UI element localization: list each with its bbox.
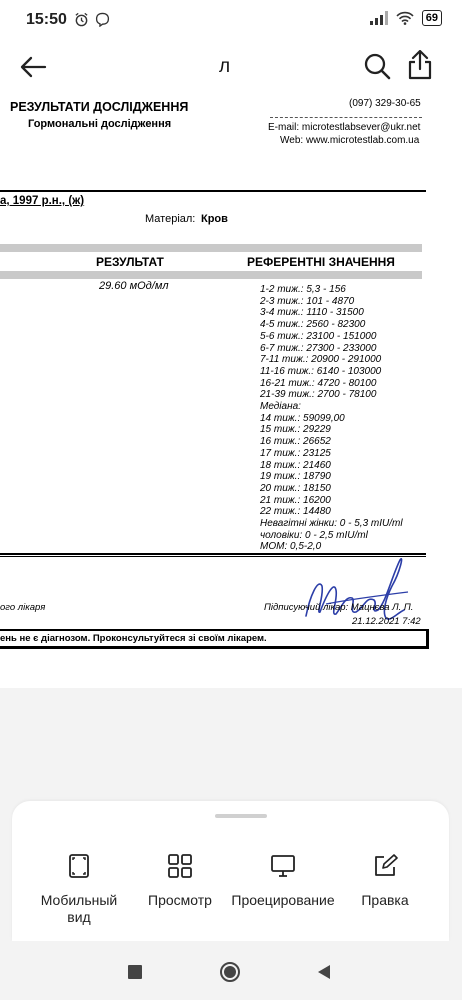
cast-screen-icon <box>270 853 296 879</box>
lab-email: E-mail: microtestlabsever@ukr.net <box>268 122 421 133</box>
bottom-action-sheet <box>12 801 449 941</box>
share-icon[interactable] <box>406 50 434 80</box>
viewer-background <box>0 688 462 801</box>
reference-line: 16 тиж.: 26652 <box>260 436 331 448</box>
reference-line: 18 тиж.: 21460 <box>260 459 331 471</box>
wifi-icon <box>396 11 414 25</box>
header-divider <box>270 117 422 118</box>
reference-line: 17 тиж.: 23125 <box>260 447 331 459</box>
reference-line: 4-5 тиж.: 2560 - 82300 <box>260 319 366 331</box>
column-reference: РЕФЕРЕНТНІ ЗНАЧЕННЯ <box>247 255 395 269</box>
disclaimer-rule-bottom <box>0 646 428 649</box>
reference-line: 6-7 тиж.: 27300 - 233000 <box>260 342 377 354</box>
result-value: 29.60 мОд/мл <box>99 280 169 292</box>
system-navigation-bar <box>0 941 462 1000</box>
signal-icon <box>370 11 388 25</box>
reference-line: 19 тиж.: 18790 <box>260 471 331 483</box>
mobile-view-label-2: вид <box>67 909 91 925</box>
table-header-bar-top <box>0 244 422 252</box>
reference-line: 15 тиж.: 29229 <box>260 424 331 436</box>
reference-line: 22 тиж.: 14480 <box>260 506 331 518</box>
reference-line: МОМ: 0,5-2,0 <box>260 541 322 553</box>
reference-line: 14 тиж.: 59099,00 <box>260 412 345 424</box>
status-time: 15:50 <box>26 11 67 28</box>
status-icons <box>370 10 442 26</box>
edit-button[interactable] <box>350 853 420 909</box>
preview-button[interactable] <box>140 853 220 909</box>
doctor-label: ого лікаря <box>0 602 46 613</box>
sheet-drag-handle[interactable] <box>215 814 267 818</box>
cast-label: Проецирование <box>231 892 335 908</box>
recent-apps-icon[interactable] <box>128 965 142 979</box>
app-bar <box>0 40 462 94</box>
reference-line: 1-2 тиж.: 5,3 - 156 <box>260 284 346 295</box>
viber-icon <box>95 12 110 27</box>
signed-date: 21.12.2021 7:42 <box>352 616 421 627</box>
battery-indicator: 69 <box>422 10 442 26</box>
table-header-bar-bottom <box>0 271 422 279</box>
reference-line: 5-6 тиж.: 23100 - 151000 <box>260 330 377 342</box>
search-icon[interactable] <box>363 52 391 80</box>
reference-line: Невагітні жінки: 0 - 5,3 mIU/ml <box>260 518 403 530</box>
column-result: РЕЗУЛЬТАТ <box>96 255 164 269</box>
disclaimer-rule-top <box>0 629 428 631</box>
reference-values <box>260 284 403 553</box>
report-title: РЕЗУЛЬТАТИ ДОСЛІДЖЕННЯ <box>10 100 189 114</box>
patient-info: а, 1997 р.н., (ж) <box>0 195 85 207</box>
mobile-view-icon <box>66 853 92 879</box>
reference-line: 16-21 тиж.: 4720 - 80100 <box>260 377 377 389</box>
grid-view-icon <box>167 853 193 879</box>
reference-line: 2-3 тиж.: 101 - 4870 <box>260 295 355 307</box>
disclaimer-rule-right <box>426 629 429 649</box>
document-page <box>0 94 462 688</box>
reference-line: 11-16 тиж.: 6140 - 103000 <box>260 365 382 377</box>
reference-line: 20 тиж.: 18150 <box>260 482 331 494</box>
lab-phone: (097) 329-30-65 <box>349 98 421 109</box>
back-arrow-icon[interactable] <box>18 52 48 82</box>
preview-label: Просмотр <box>148 892 212 908</box>
section-rule <box>0 190 426 192</box>
cast-button[interactable] <box>228 853 338 909</box>
edit-label: Правка <box>361 892 409 908</box>
reference-line: чоловіки: 0 - 2,5 mIU/ml <box>260 529 368 541</box>
material-label: Матеріал: <box>145 213 196 225</box>
mobile-view-label: Мобильный <box>40 892 118 908</box>
home-icon[interactable] <box>219 961 241 983</box>
reference-line: 3-4 тиж.: 1110 - 31500 <box>260 307 364 319</box>
mobile-view-button[interactable] <box>34 853 124 926</box>
status-bar <box>0 0 462 40</box>
back-nav-icon[interactable] <box>317 964 331 980</box>
disclaimer-text: ень не є діагнозом. Проконсультуйтеся зі своїм лікарем. <box>0 633 267 644</box>
reference-line: Медіана: <box>260 401 301 413</box>
reference-line: 21 тиж.: 16200 <box>260 494 331 506</box>
table-bottom-rule <box>0 553 426 555</box>
alarm-icon <box>74 12 89 27</box>
edit-icon <box>372 853 398 879</box>
reference-line: 7-11 тиж.: 20900 - 291000 <box>260 354 382 366</box>
reference-line: 21-39 тиж.: 2700 - 78100 <box>260 389 377 401</box>
signed-by: Підписуючий лікар: Мацнєва Л. П. <box>264 602 414 613</box>
lab-website: Web: www.microtestlab.com.ua <box>280 135 420 146</box>
material-value: Кров <box>201 213 228 225</box>
document-title: л <box>219 56 231 77</box>
report-subtitle: Гормональні дослідження <box>28 118 172 130</box>
